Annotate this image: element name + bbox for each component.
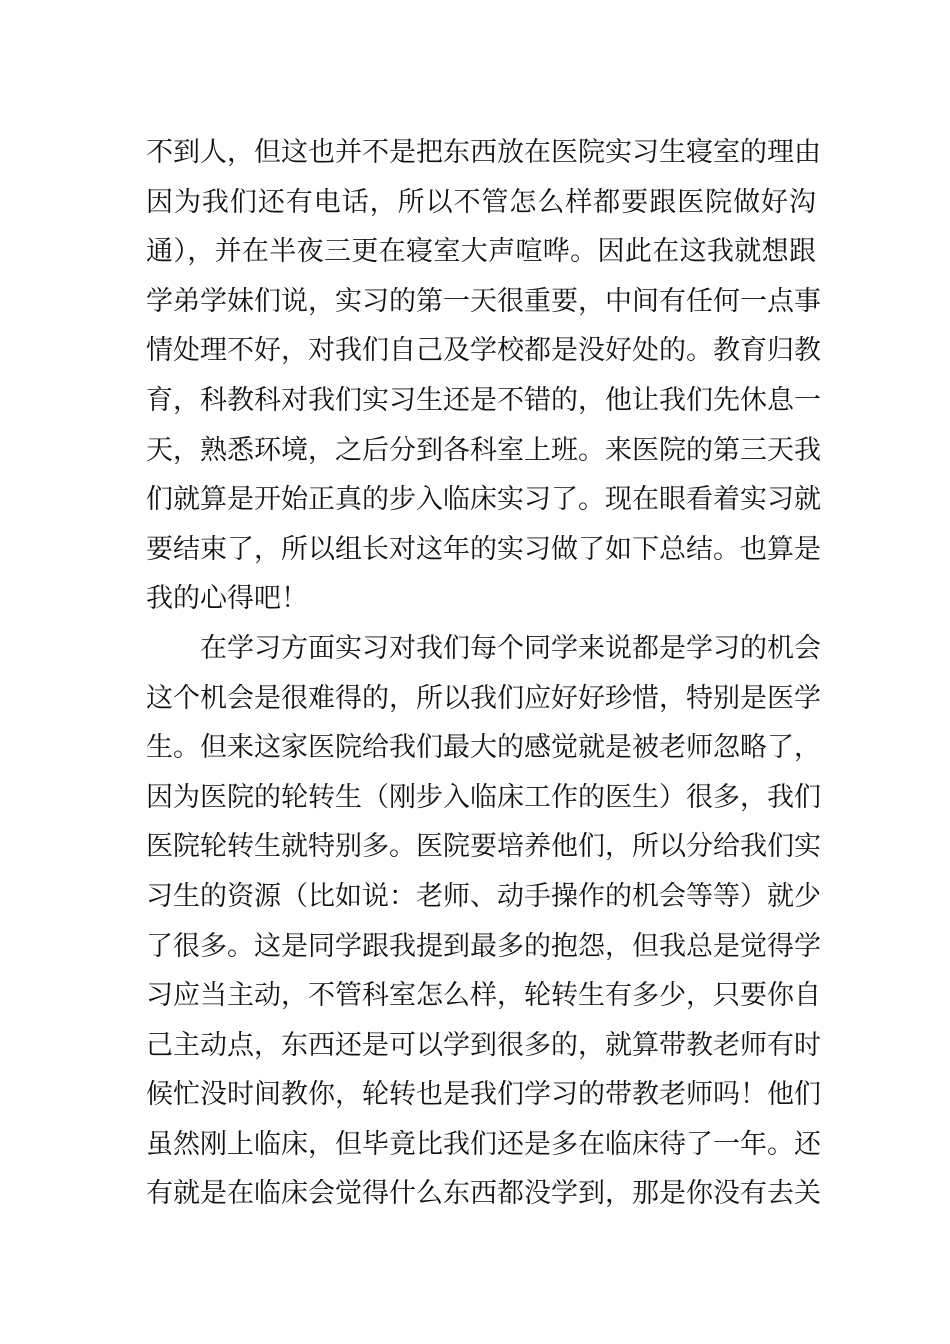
text-line: 因为医院的轮转生（刚步入临床工作的医生）很多，我们 [146,781,821,813]
text-line: 习生的资源（比如说：老师、动手操作的机会等等）就少 [146,880,821,912]
text-line: 有就是在临床会觉得什么东西都没学到，那是你没有去关 [146,1178,821,1210]
text-line: 不到人，但这也并不是把东西放在医院实习生寝室的理由 [146,137,821,168]
paragraph-first-line: 在学习方面实习对我们每个同学来说都是学习的机会 [200,632,821,664]
text-line: 要结束了，所以组长对这年的实习做了如下总结。也算是 [146,533,821,565]
text-line: 因为我们还有电话，所以不管怎么样都要跟医院做好沟 [146,186,816,218]
text-line: 情处理不好，对我们自己及学校都是没好处的。教育归教 [146,335,821,367]
text-line: 们就算是开始正真的步入临床实习了。现在眼看着实习就 [146,484,821,516]
text-line: 天，熟悉环境，之后分到各科室上班。来医院的第三天我 [146,434,821,466]
text-line: 通），并在半夜三更在寝室大声喧哗。因此在这我就想跟 [146,236,816,268]
text-line: 候忙没时间教你，轮转也是我们学习的带教老师吗！他们 [146,1079,821,1111]
text-line: 这个机会是很难得的，所以我们应好好珍惜，特别是医学 [146,682,821,714]
text-line: 生。但来这家医院给我们最大的感觉就是被老师忽略了， [146,732,821,764]
text-line: 习应当主动，不管科室怎么样，轮转生有多少，只要你自 [146,980,821,1012]
text-line: 了很多。这是同学跟我提到最多的抱怨，但我总是觉得学 [146,930,821,962]
text-line: 虽然刚上临床，但毕竟比我们还是多在临床待了一年。还 [146,1128,821,1160]
text-line: 学弟学妹们说，实习的第一天很重要，中间有任何一点事 [146,285,821,317]
text-line: 医院轮转生就特别多。医院要培养他们，所以分给我们实 [146,831,821,863]
text-line: 我的心得吧！ [146,583,308,615]
text-line: 育，科教科对我们实习生还是不错的，他让我们先休息一 [146,384,821,416]
text-line: 己主动点，东西还是可以学到很多的，就算带教老师有时 [146,1029,821,1061]
body-text [146,128,821,1219]
